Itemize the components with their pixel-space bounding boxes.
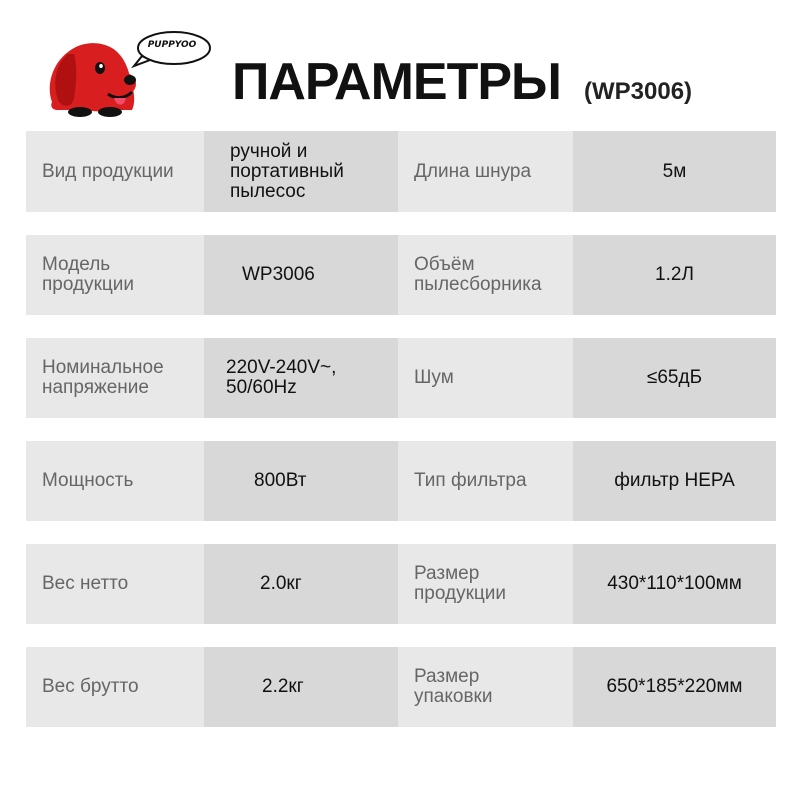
spec-label: Длина шнура bbox=[398, 131, 573, 212]
spec-value: 800Вт bbox=[204, 441, 398, 521]
spec-label: Вес нетто bbox=[26, 544, 204, 624]
logo-text: PUPPYOO bbox=[147, 40, 197, 50]
spec-label: Модель продукции bbox=[26, 235, 204, 315]
spec-value: 650*185*220мм bbox=[573, 647, 776, 727]
model-code: (WP3006) bbox=[584, 78, 693, 105]
spec-value: 220V-240V~, 50/60Hz bbox=[204, 338, 398, 418]
spec-row bbox=[26, 441, 776, 521]
spec-label: Тип фильтра bbox=[398, 441, 573, 521]
spec-value: 2.2кг bbox=[204, 647, 398, 727]
spec-label: Мощность bbox=[26, 441, 204, 521]
spec-value: 2.0кг bbox=[204, 544, 398, 624]
spec-row bbox=[26, 338, 776, 418]
spec-label: Шум bbox=[398, 338, 573, 418]
spec-row bbox=[26, 235, 776, 315]
spec-value: 430*110*100мм bbox=[573, 544, 776, 624]
spec-row bbox=[26, 647, 776, 727]
spec-label: Вес брутто bbox=[26, 647, 204, 727]
spec-value: фильтр HEPA bbox=[573, 441, 776, 521]
spec-row bbox=[26, 544, 776, 624]
puppyoo-logo bbox=[38, 24, 218, 120]
spec-label: Размер упаковки bbox=[398, 647, 573, 727]
page-title: ПАРАМЕТРЫ bbox=[232, 53, 561, 111]
spec-label: Номинальное напряжение bbox=[26, 338, 204, 418]
spec-label: Размер продукции bbox=[398, 544, 573, 624]
spec-value: 1.2Л bbox=[573, 235, 776, 315]
spec-value: ≤65дБ bbox=[573, 338, 776, 418]
spec-label: Вид продукции bbox=[26, 131, 204, 212]
spec-value: ручной и портативный пылесос bbox=[204, 131, 398, 212]
spec-table bbox=[26, 131, 776, 750]
spec-label: Объём пылесборника bbox=[398, 235, 573, 315]
spec-value: WP3006 bbox=[204, 235, 398, 315]
spec-row bbox=[26, 131, 776, 212]
spec-value: 5м bbox=[573, 131, 776, 212]
